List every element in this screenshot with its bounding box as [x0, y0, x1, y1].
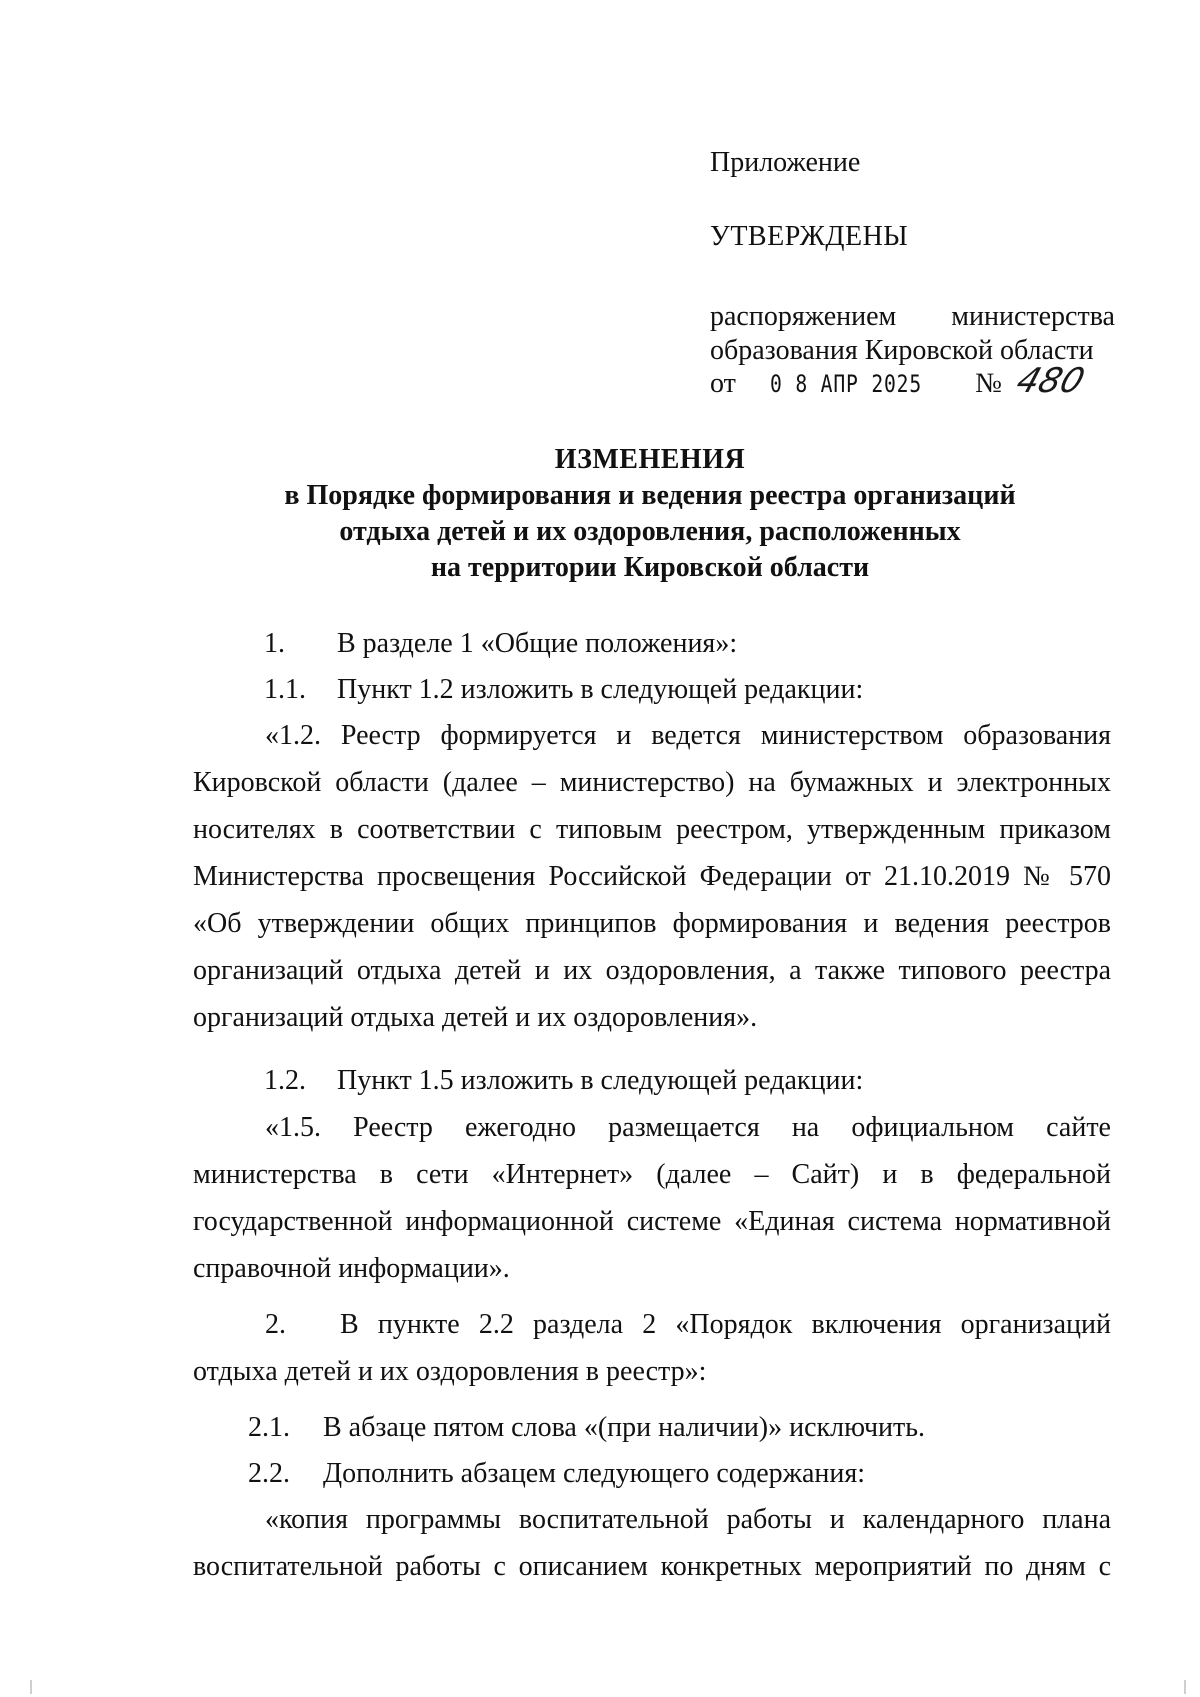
approved-by-line-2: образования Кировской области — [710, 335, 1094, 366]
item-1-number: 1. — [264, 628, 285, 659]
item-1-text: В разделе 1 «Общие положения»: — [337, 628, 738, 659]
handwritten-order-number: 480 — [1011, 361, 1090, 401]
item-1 — [264, 627, 285, 661]
item-1-2-number: 1.2. — [264, 1065, 306, 1096]
item-2-text: В пункте 2.2 раздела 2 «Порядок включения организаций отдыха детей и их оздоровления в реестр»: — [193, 1309, 1111, 1387]
ministry-word: министерства — [951, 301, 1115, 332]
date-prefix: от — [710, 368, 736, 399]
item-2-2-text: Дополнить абзацем следующего содержания: — [323, 1458, 866, 1489]
date-stamp: 0 8 АПР 2025 — [769, 370, 922, 398]
approved-label: УТВЕРЖДЕНЫ — [710, 221, 909, 252]
title-line-3: на территории Кировской области — [430, 552, 870, 583]
item-1-2-text: Пункт 1.5 изложить в следующей редакции: — [337, 1065, 864, 1096]
approved-by-block — [710, 300, 1115, 368]
title-heading: ИЗМЕНЕНИЯ — [554, 444, 746, 475]
item-2 — [193, 1301, 1111, 1395]
item-2-1-text: В абзаце пятом слова «(при наличии)» исключить. — [323, 1412, 926, 1443]
item-1-1-number: 1.1. — [264, 674, 306, 705]
quote-paragraph-copy: «копия программы воспитательной работы и календарного плана воспитательной работы с описанием конкретных мероприятий по дням с — [193, 1504, 1111, 1582]
document-title — [190, 442, 1110, 586]
item-2-number: 2. — [265, 1309, 286, 1340]
scan-mark-right — [1184, 1680, 1186, 1694]
title-line-2: отдыха детей и их оздоровления, расположенных — [339, 516, 961, 547]
number-sign: № — [975, 368, 1002, 399]
approved-by-line-1 — [710, 300, 1115, 334]
title-line-1: в Порядке формирования и ведения реестра организаций — [284, 480, 1016, 511]
quote-paragraph-1-5: «1.5. Реестр ежегодно размещается на официальном сайте министерства в сети «Интернет» (далее – Сайт) и в федеральной государственной информационной системе «Единая система нормативной справочной информации». — [193, 1112, 1111, 1284]
item-2-1-number: 2.1. — [248, 1412, 290, 1443]
item-1-1-text: Пункт 1.2 изложить в следующей редакции: — [337, 674, 864, 705]
appendix-label: Приложение — [710, 147, 861, 178]
approval-date-line — [710, 361, 1130, 401]
quote-paragraph-1-2: «1.2. Реестр формируется и ведется министерством образования Кировской области (далее – министерство) на бумажных и электронных носителях в соответствии с типовым реестром, утвержденным приказом Министерства просвещения Российской Федерации от 21.10.2019 № 570 «Об утверждении общих принципов формирования и ведения реестров организаций отдыха детей и их оздоровления, а также типового реестра организаций отдыха детей и их оздоровления». — [193, 720, 1111, 1033]
item-2-2-number: 2.2. — [248, 1458, 290, 1489]
approved-by-word: распоряжением — [710, 301, 897, 332]
scan-mark-left — [30, 1680, 32, 1694]
